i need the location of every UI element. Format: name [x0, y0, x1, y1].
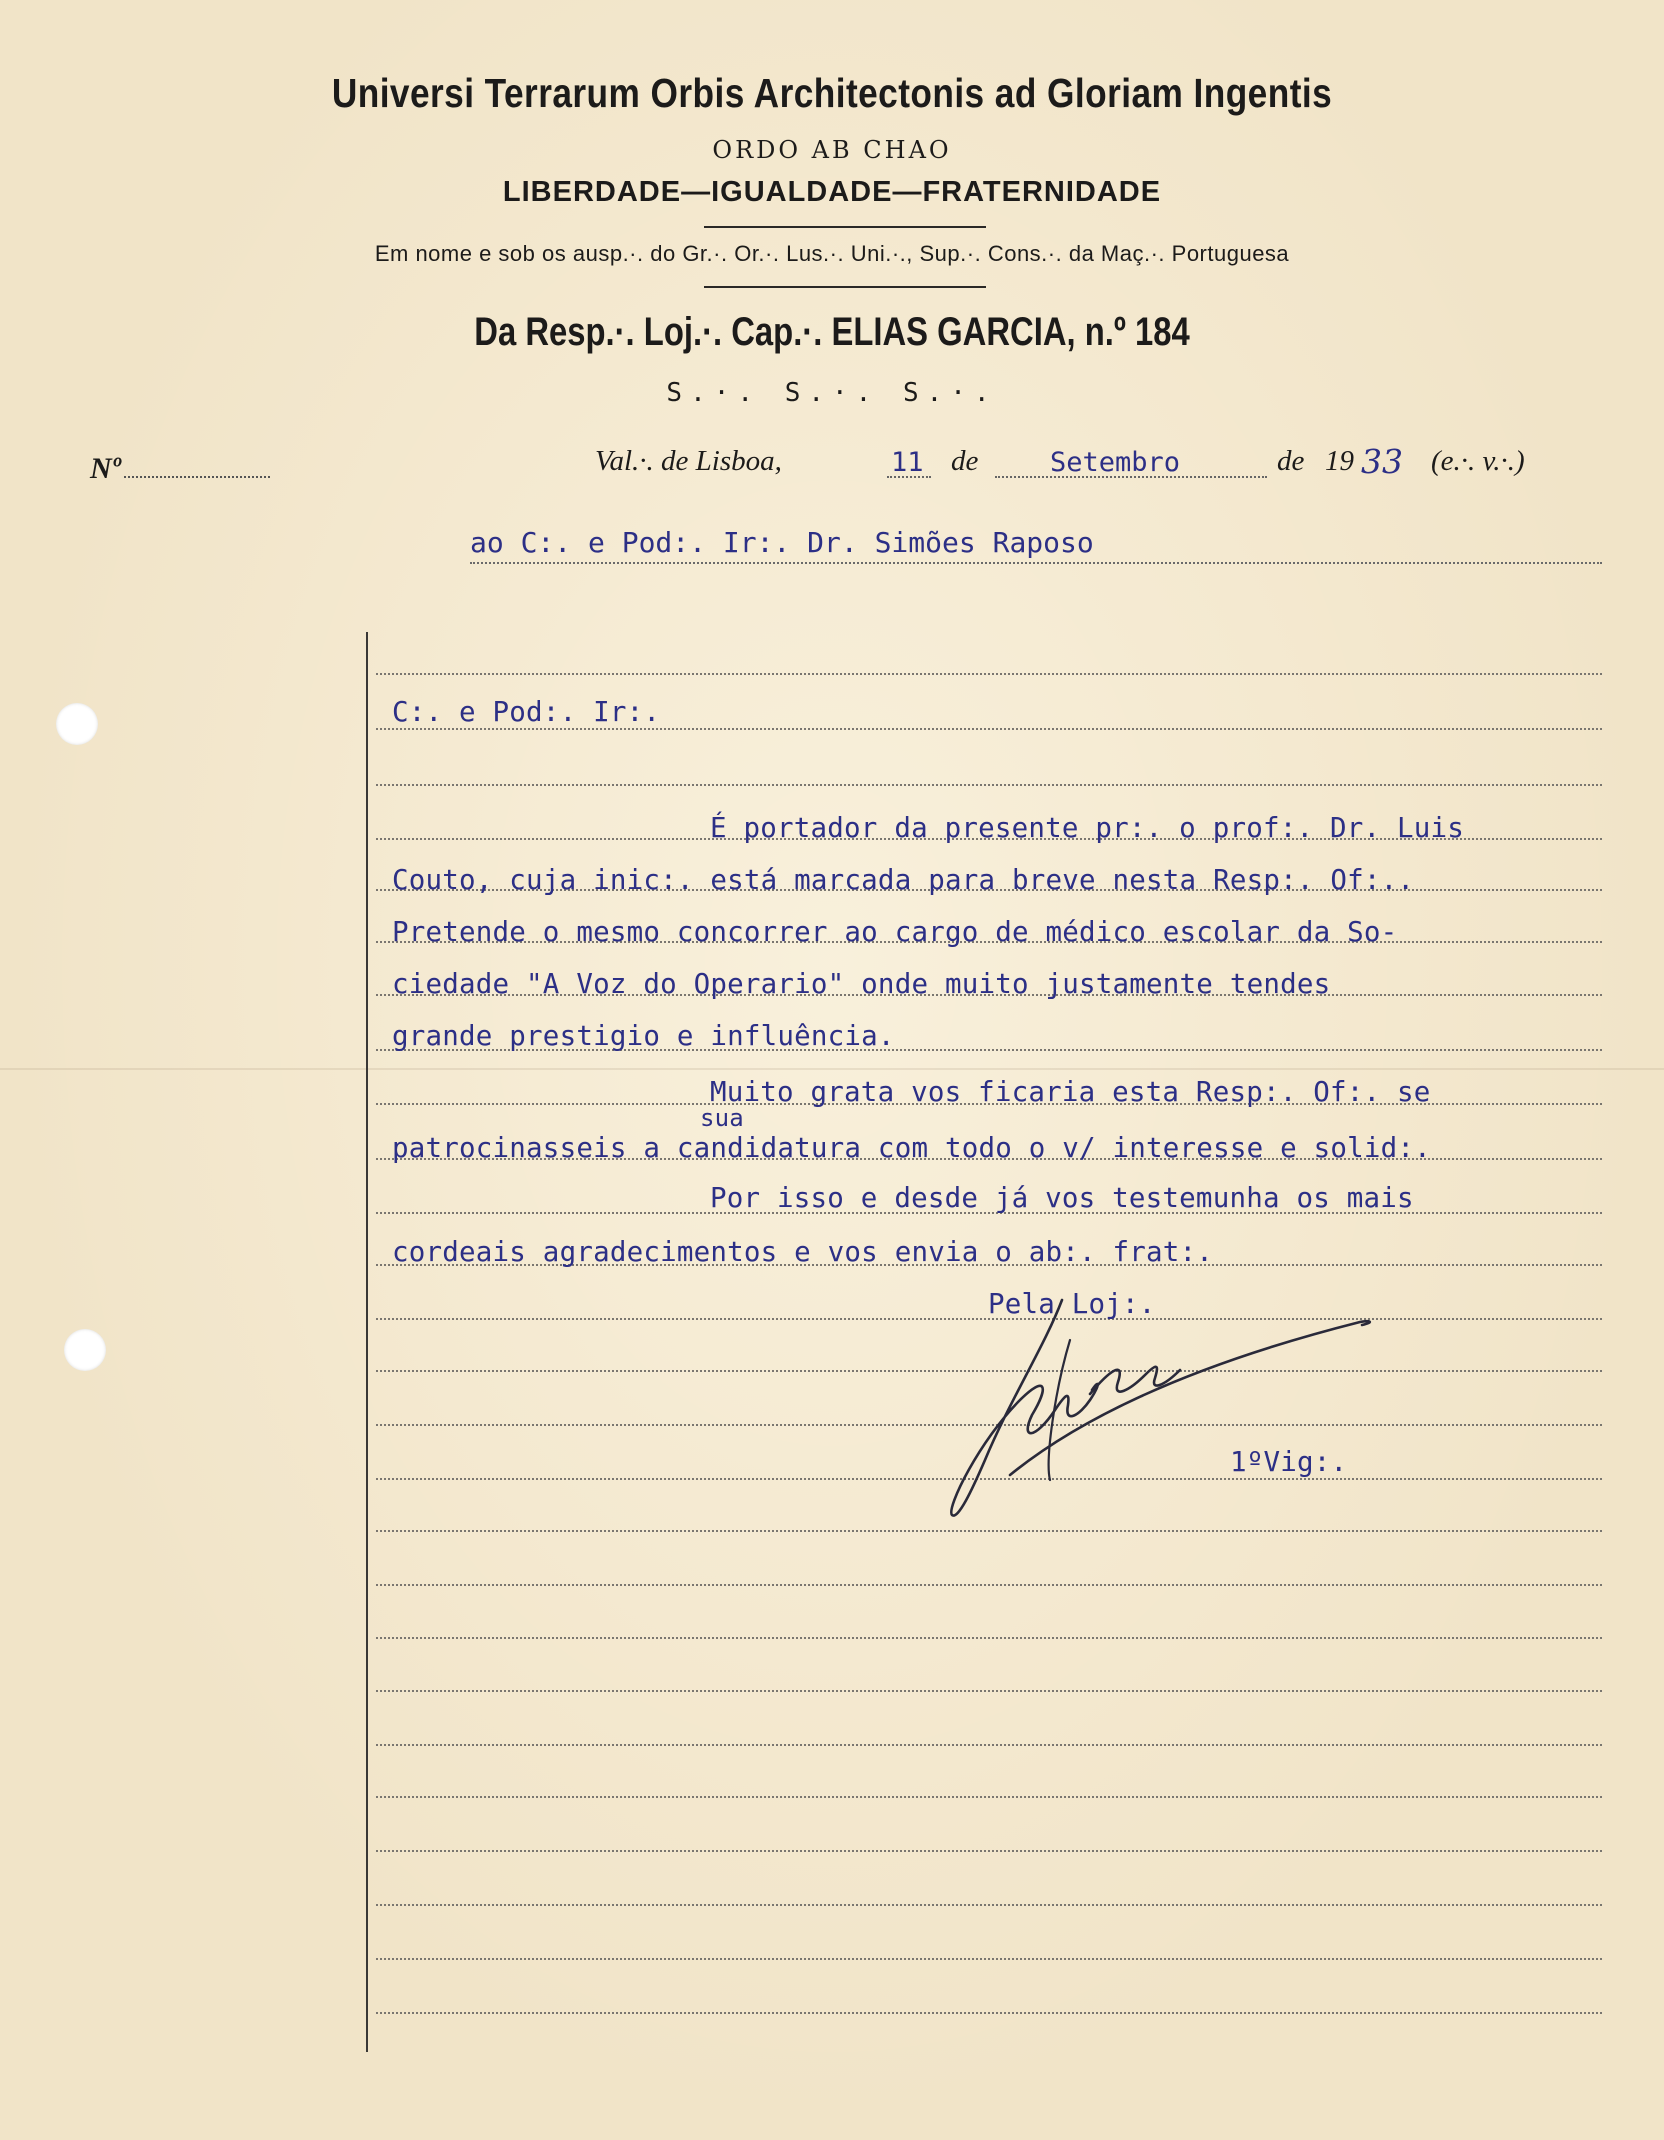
number-field-line: [124, 476, 270, 478]
body-line: É portador da presente pr:. o prof:. Dr. Luis: [710, 812, 1465, 844]
ruled-line: [376, 784, 1602, 786]
handwritten-signature: [950, 1290, 1380, 1530]
date-month: Setembro: [1050, 447, 1181, 478]
punch-hole: [56, 703, 98, 745]
body-line: Por isso e desde já vos testemunha os mais: [710, 1182, 1414, 1214]
ruled-line: [376, 1637, 1602, 1639]
date-era: (e.·. v.·.): [1431, 445, 1525, 477]
date-de1: de: [951, 445, 979, 477]
ruled-line: [376, 1904, 1602, 1906]
date-year-handwritten: 33: [1361, 442, 1403, 481]
letterhead-motto: LIBERDADE—IGUALDADE—FRATERNIDADE: [502, 176, 1162, 208]
letterhead-ordo: ORDO AB CHAO: [712, 136, 952, 164]
date-place: Val.·. de Lisboa,: [595, 445, 782, 477]
body-line: patrocinasseis a candidatura com todo o v/ interesse e solid:.: [392, 1132, 1431, 1164]
addressee: ao C:. e Pod:. Ir:. Dr. Simões Raposo: [470, 526, 1094, 559]
divider: [704, 286, 986, 288]
ruled-line: [376, 1744, 1602, 1746]
ruled-line: [376, 1530, 1602, 1532]
number-label: Nº: [90, 452, 121, 485]
ruled-line: [376, 1584, 1602, 1586]
ruled-line: [376, 1958, 1602, 1960]
inserted-word: sua: [700, 1104, 744, 1132]
divider: [704, 226, 986, 228]
letterhead-auspices: Em nome e sob os ausp.·. do Gr.·. Or.·. Lus.·. Uni.·., Sup.·. Cons.·. da Maç.·. Portuguesa: [374, 241, 1290, 266]
signer-title: 1ºVig:.: [1230, 1446, 1348, 1478]
body-line: ciedade "A Voz do Operario" onde muito justamente tendes: [392, 968, 1331, 1000]
ruled-line: [376, 673, 1602, 675]
ruled-line: [376, 1850, 1602, 1852]
greeting: C:. e Pod:. Ir:.: [392, 696, 661, 728]
ruled-line: [376, 728, 1602, 730]
salutation-marks: S.·. S.·. S.·.: [666, 378, 998, 408]
body-line: grande prestigio e influência.: [392, 1020, 895, 1052]
closing: Pela Loj:.: [988, 1288, 1156, 1320]
ruled-line: [376, 2012, 1602, 2014]
punch-hole: [64, 1329, 106, 1371]
addressee-line: [470, 562, 1602, 564]
date-day: 11: [891, 447, 924, 478]
body-line: Muito grata vos ficaria esta Resp:. Of:. se: [710, 1076, 1431, 1108]
paper-fold: [0, 1068, 1664, 1070]
margin-rule: [366, 632, 368, 2052]
ruled-line: [376, 1690, 1602, 1692]
date-year-prefix: 19: [1325, 445, 1354, 477]
body-line: Pretende o mesmo concorrer ao cargo de médico escolar da So-: [392, 916, 1398, 948]
date-de2: de: [1277, 445, 1305, 477]
letterhead-title: Universi Terrarum Orbis Architectonis ad Gloriam Ingentis: [331, 70, 1333, 116]
body-line: cordeais agradecimentos e vos envia o ab:. frat:.: [392, 1236, 1214, 1268]
ruled-line: [376, 1796, 1602, 1798]
lodge-name: Da Resp.·. Loj.·. Cap.·. ELIAS GARCIA, n.º 184: [474, 310, 1190, 354]
body-line: Couto, cuja inic:. está marcada para breve nesta Resp:. Of:..: [392, 864, 1415, 896]
